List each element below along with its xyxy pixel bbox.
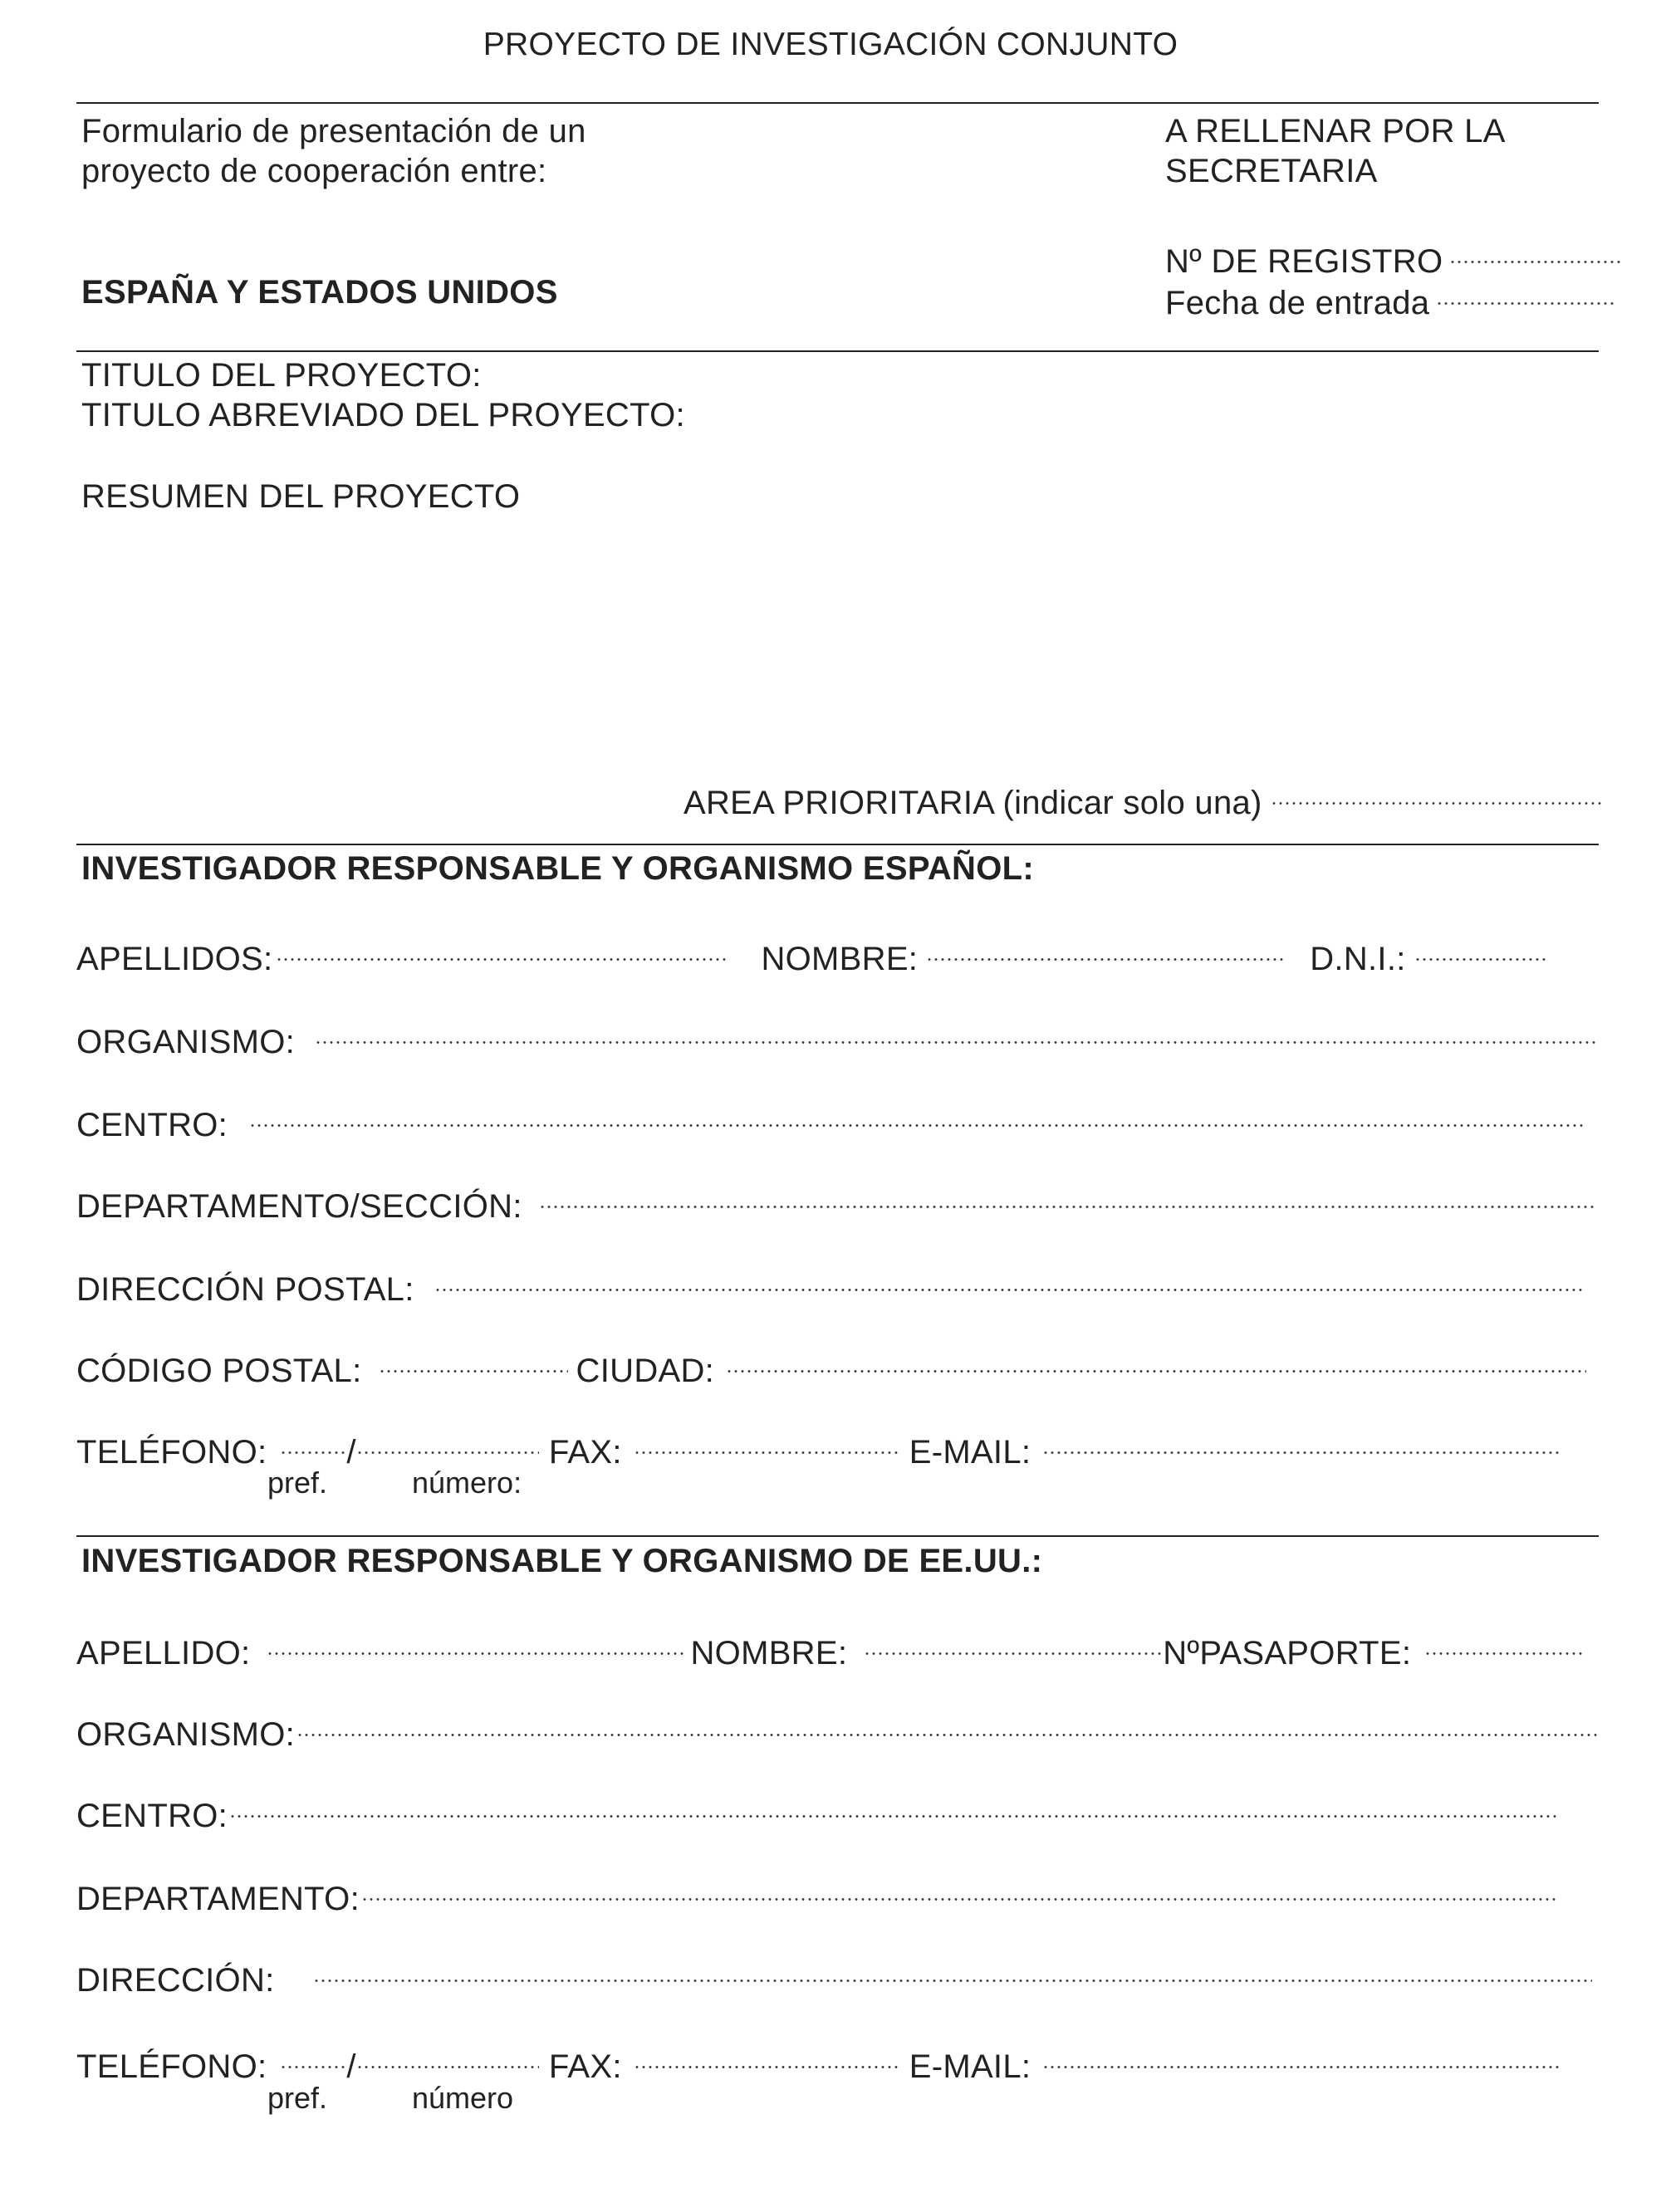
es-dni-label: D.N.I.:: [1310, 941, 1406, 977]
resumen-input-area[interactable]: [76, 523, 1599, 756]
es-codigo-postal-input[interactable]: [379, 1342, 568, 1382]
es-direccion-label: DIRECCIÓN POSTAL:: [76, 1271, 414, 1308]
form-title: PROYECTO DE INVESTIGACIÓN CONJUNTO: [483, 27, 1178, 62]
secretaria-line2: SECRETARIA: [1165, 153, 1378, 189]
fecha-entrada-dotted-line[interactable]: [1436, 274, 1617, 314]
us-centro-input[interactable]: [229, 1787, 1558, 1827]
titulo-proyecto-label: TITULO DEL PROYECTO:: [81, 357, 482, 394]
es-organismo-input[interactable]: [315, 1013, 1595, 1053]
us-section-heading: INVESTIGADOR RESPONSABLE Y ORGANISMO DE EE.UU.:: [81, 1543, 1043, 1579]
area-prioritaria-label: AREA PRIORITARIA (indicar solo una): [684, 785, 1262, 821]
us-numero-caption: número: [412, 2081, 514, 2115]
es-apellidos-label: APELLIDOS:: [76, 941, 273, 977]
us-direccion-label: DIRECCIÓN:: [76, 1962, 275, 1999]
fecha-entrada-label: Fecha de entrada: [1165, 285, 1430, 321]
us-nombre-label: NOMBRE:: [690, 1635, 848, 1671]
us-telefono-slash: /: [346, 2048, 356, 2085]
us-departamento-row: [76, 1870, 1557, 1919]
us-telefono-row: [76, 2038, 1562, 2087]
spanish-section-divider: [76, 844, 1599, 845]
us-direccion-input[interactable]: [313, 1951, 1592, 1991]
us-apellido-input[interactable]: [267, 1624, 685, 1664]
header-divider: [76, 350, 1599, 352]
top-divider: [76, 102, 1599, 104]
us-direccion-row: [76, 1951, 1592, 2000]
us-apellido-label: APELLIDO:: [76, 1635, 251, 1671]
es-nombre-input[interactable]: [926, 930, 1283, 970]
es-telefono-numero-input[interactable]: [356, 1423, 539, 1463]
us-telefono-numero-input[interactable]: [356, 2038, 539, 2077]
us-email-input[interactable]: [1042, 2038, 1562, 2077]
es-direccion-row: [76, 1260, 1584, 1309]
es-nombre-label: NOMBRE:: [761, 941, 919, 977]
es-apellidos-row: [76, 930, 1547, 979]
us-email-label: E-MAIL:: [909, 2048, 1031, 2085]
es-centro-input[interactable]: [249, 1096, 1585, 1136]
titulo-abreviado-label: TITULO ABREVIADO DEL PROYECTO:: [81, 397, 685, 433]
es-telefono-slash: /: [346, 1434, 356, 1471]
es-codigo-postal-label: CÓDIGO POSTAL:: [76, 1353, 362, 1389]
es-fax-input[interactable]: [634, 1423, 899, 1463]
form-description-line2: proyecto de cooperación entre:: [81, 153, 547, 189]
es-ciudad-input[interactable]: [726, 1342, 1586, 1382]
es-organismo-row: [76, 1013, 1595, 1062]
es-direccion-input[interactable]: [434, 1260, 1584, 1300]
us-telefono-label: TELÉFONO:: [76, 2048, 267, 2085]
es-codigo-ciudad-row: [76, 1342, 1586, 1391]
es-apellidos-input[interactable]: [276, 930, 729, 970]
us-centro-row: [76, 1787, 1558, 1836]
us-section-divider: [76, 1535, 1599, 1537]
us-apellido-row: [76, 1624, 1582, 1673]
es-departamento-label: DEPARTAMENTO/SECCIÓN:: [76, 1188, 522, 1225]
es-email-label: E-MAIL:: [909, 1434, 1031, 1471]
us-departamento-label: DEPARTAMENTO:: [76, 1881, 360, 1917]
secretaria-line1: A RELLENAR POR LA: [1165, 113, 1506, 149]
us-fax-input[interactable]: [634, 2038, 899, 2077]
area-prioritaria-field[interactable]: [684, 774, 1603, 823]
us-pasaporte-input[interactable]: [1424, 1624, 1582, 1664]
resumen-proyecto-label: RESUMEN DEL PROYECTO: [81, 478, 521, 515]
us-pref-caption: pref.: [267, 2081, 328, 2115]
spanish-section-heading: INVESTIGADOR RESPONSABLE Y ORGANISMO ESPAÑOL:: [81, 850, 1034, 887]
es-fax-label: FAX:: [548, 1434, 622, 1471]
countries-label: ESPAÑA Y ESTADOS UNIDOS: [81, 274, 558, 311]
us-organismo-input[interactable]: [296, 1705, 1600, 1745]
fecha-entrada-field[interactable]: [1165, 274, 1617, 323]
es-numero-caption: número:: [412, 1466, 522, 1500]
es-departamento-input[interactable]: [539, 1177, 1595, 1217]
us-centro-label: CENTRO:: [76, 1798, 228, 1834]
us-nombre-input[interactable]: [864, 1624, 1163, 1664]
us-fax-label: FAX:: [548, 2048, 622, 2085]
es-organismo-label: ORGANISMO:: [76, 1024, 296, 1060]
us-pasaporte-label: NºPASAPORTE:: [1163, 1635, 1412, 1671]
es-telefono-label: TELÉFONO:: [76, 1434, 267, 1471]
es-email-input[interactable]: [1042, 1423, 1562, 1463]
es-departamento-row: [76, 1177, 1595, 1226]
us-organismo-row: [76, 1705, 1600, 1754]
es-telefono-pref-input[interactable]: [280, 1423, 346, 1463]
form-description-line1: Formulario de presentación de un: [81, 113, 586, 149]
registro-label: Nº DE REGISTRO: [1165, 243, 1443, 280]
es-centro-row: [76, 1096, 1585, 1145]
es-centro-label: CENTRO:: [76, 1107, 228, 1143]
us-organismo-label: ORGANISMO:: [76, 1716, 296, 1753]
es-pref-caption: pref.: [267, 1466, 328, 1500]
es-dni-input[interactable]: [1414, 930, 1547, 970]
area-prioritaria-dotted-line[interactable]: [1271, 774, 1603, 814]
registro-dotted-line[interactable]: [1449, 232, 1624, 272]
es-ciudad-label: CIUDAD:: [576, 1353, 715, 1389]
us-departamento-input[interactable]: [361, 1870, 1557, 1910]
us-telefono-pref-input[interactable]: [280, 2038, 346, 2077]
